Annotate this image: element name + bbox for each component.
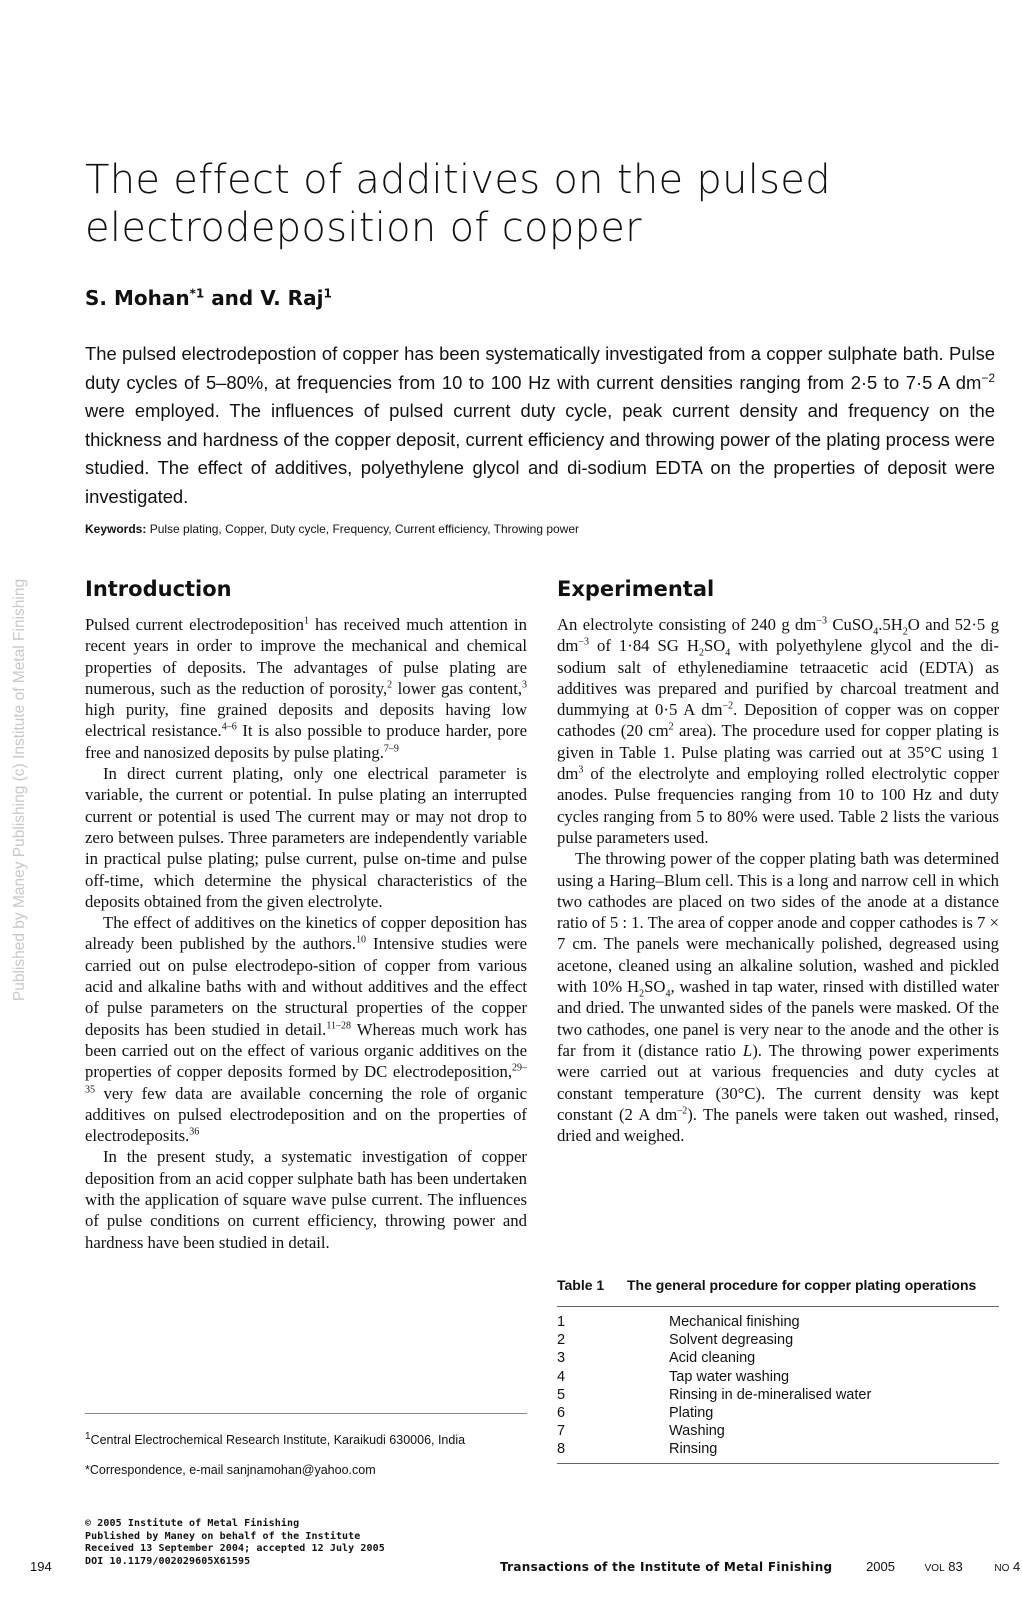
text-run: Intensive studies were carried out on pulse electrodepo-sition of copper from various acid and alkaline baths with and without additives and the effect of pulse parameters on the structural properties of the copper deposits has been studied in detail.	[85, 934, 527, 1039]
table-cell-operation: Plating	[669, 1405, 714, 1422]
text-run: Whereas much work has been carried out on the effect of various organic additives on the properties of copper deposits formed by DC electrodeposition,	[85, 1019, 527, 1082]
table-cell-operation: Mechanical finishing	[669, 1314, 800, 1330]
article-title: The effect of additives on the pulsed electrodeposition of copper	[85, 157, 831, 251]
text-run: of 1·84 SG H	[588, 636, 699, 656]
exponent: 2	[668, 721, 674, 733]
received-line: Received 13 September 2004; accepted 12 July 2005	[85, 1543, 385, 1555]
text-run: high purity, fine grained deposits and deposits having low electrical resistance.	[85, 700, 527, 741]
citation: 10	[355, 934, 366, 946]
subscript: 2	[902, 626, 908, 638]
footnote-divider	[85, 1413, 527, 1414]
author-and: and	[211, 286, 254, 310]
author-2: V. Raj	[260, 286, 324, 310]
subscript: 4	[873, 626, 879, 638]
intro-paragraph-4: In the present study, a systematic investigation of copper deposition from an acid copper sulphate bath has been undertaken with the application of square wave pulse current. The influences of pulse conditions on current efficiency, throwing power and hardness have been studied in detail.	[85, 1147, 527, 1252]
issue-label: NO	[994, 1563, 1010, 1574]
abstract-exponent: −2	[981, 370, 995, 385]
page-number: 194	[30, 1559, 52, 1574]
table-row	[557, 1404, 999, 1422]
watermark-text: Published by Maney Publishing (c) Institute of Metal Finishing	[11, 578, 28, 1002]
text-run: The effect of additives on the kinetics of copper deposition has already been published by the authors.	[85, 913, 527, 954]
table-cell-step: 4	[557, 1368, 566, 1385]
table-cell-step: 7	[557, 1423, 566, 1440]
left-column	[85, 574, 527, 1253]
citation: 7–9	[383, 743, 399, 755]
copyright-line: © 2005 Institute of Metal Finishing	[85, 1518, 300, 1529]
text-run: CuSO	[827, 615, 874, 634]
doi-line: DOI 10.1179/002029605X61595	[85, 1555, 251, 1567]
table-caption	[557, 1276, 999, 1294]
exp-paragraph-2	[557, 848, 999, 1146]
author-2-marks: 1	[323, 286, 332, 301]
exponent: −3	[578, 636, 589, 648]
author-1: S. Mohan	[85, 286, 190, 310]
intro-paragraph-1	[85, 614, 527, 763]
exp-paragraph-1	[557, 614, 999, 848]
citation: 1	[304, 615, 309, 627]
table-row	[557, 1349, 999, 1367]
introduction-heading: Introduction	[85, 577, 232, 601]
table-cell-step: 3	[557, 1350, 566, 1367]
subscript: 4	[725, 647, 731, 659]
text-run: . Deposition of copper was on copper cathodes (20 cm	[557, 700, 999, 741]
vertical-watermark	[0, 0, 40, 1600]
table-cell-operation: Rinsing in de-mineralised water	[669, 1386, 872, 1403]
keywords	[85, 522, 579, 536]
journal-name: Transactions of the Institute of Metal Finishing	[500, 1560, 833, 1574]
table-cell-step: 8	[557, 1441, 566, 1458]
citation: 29–35	[85, 1062, 527, 1095]
table-row	[557, 1422, 999, 1440]
table-cell-operation: Washing	[669, 1423, 725, 1440]
exponent: −2	[722, 700, 734, 712]
subscript: 2	[698, 647, 704, 659]
exponent: 3	[578, 764, 584, 776]
abstract-text-2: were employed. The influences of pulsed current duty cycle, peak current density and frequency on the thickness and hardness of the copper deposit, current efficiency and throwing power of the plating process were studied. The effect of additives, polyethylene glycol and di-sodium EDTA on the properties of deposit were investigated.	[85, 400, 995, 507]
text-run: It is also possible to produce harder, pore free and nanosized deposits by pulse plating.	[85, 721, 527, 762]
subscript: 4	[665, 988, 671, 1000]
abstract	[85, 340, 995, 512]
text-run: has received much attention in recent years in order to improve the mechanical and chemical properties of deposits. The advantages of pulse plating are numerous, such as the reduction of porosity,	[85, 615, 527, 698]
table-row	[557, 1313, 999, 1331]
text-run: .5H	[878, 615, 903, 634]
introduction-body	[85, 614, 527, 1253]
table-cell-operation: Rinsing	[669, 1441, 718, 1458]
table-row	[557, 1440, 999, 1458]
experimental-body	[557, 614, 999, 1146]
right-column	[557, 574, 999, 1146]
journal-footer	[500, 1559, 1020, 1574]
table-1	[557, 1276, 999, 1464]
volume-number: 83	[948, 1559, 963, 1574]
intro-paragraph-2: In direct current plating, only one electrical parameter is variable, the current or potential. In pulse plating an interrupted current or potential is used The current may or may not drop to zero between pulses. Three parameters are independently variable in practical pulse plating; pulse current, pulse on-time and pulse off-time, which determine the physical characteristics of the deposits obtained from the given electrolyte.	[85, 764, 527, 911]
text-run: An electrolyte consisting of 240 g dm	[557, 615, 817, 634]
table-row	[557, 1331, 999, 1349]
exponent: –2	[677, 1105, 688, 1117]
abstract-text-1: The pulsed electrodepostion of copper has been systematically investigated from a copper sulphate bath. Pulse duty cycles of 5–80%, at frequencies from 10 to 100 Hz with current densities ranging from 2·5 to 7·5 A dm	[85, 343, 995, 393]
italic-symbol: L	[742, 1040, 753, 1060]
citation: 4–6	[221, 721, 237, 733]
table-cell-operation: Tap water washing	[669, 1368, 790, 1385]
table-bottom-rule	[557, 1463, 999, 1464]
publication-info	[85, 1518, 385, 1568]
keywords-text: Pulse plating, Copper, Duty cycle, Frequency, Current efficiency, Throwing power	[149, 522, 580, 536]
text-run: of the electrolyte and employing rolled electrolytic copper anodes. Pulse frequencies ranging from 10 to 100 Hz and duty cycles ranging from 5 to 80% were used. Table 2 lists the various pulse parameters used.	[557, 764, 999, 847]
table-number: Table 1	[557, 1277, 605, 1293]
issue-number: 4	[1012, 1559, 1021, 1574]
table-body	[557, 1307, 999, 1463]
journal-year: 2005	[866, 1559, 895, 1574]
text-run: very few data are available concerning the role of organic additives on pulsed electrodeposition and on the properties of electrodeposits.	[85, 1083, 527, 1146]
footnote-correspondence: *Correspondence, e-mail sanjnamohan@yahoo.com	[85, 1463, 376, 1477]
table-cell-step: 5	[557, 1386, 566, 1403]
table-cell-step: 1	[557, 1314, 566, 1330]
text-run: ). The throwing power experiments were carried out at various frequencies and duty cycles at constant temperature (30°C). The current density was kept constant (2 A dm	[557, 1040, 999, 1124]
publisher-line: Published by Maney on behalf of the Institute	[85, 1530, 361, 1542]
experimental-heading: Experimental	[557, 577, 715, 601]
footnote-mark: 1	[85, 1430, 91, 1442]
author-1-marks: *1	[189, 286, 205, 301]
text-run: SO	[703, 636, 726, 656]
table-cell-step: 2	[557, 1332, 566, 1349]
exponent: −3	[816, 615, 828, 627]
footnote-text: Central Electrochemical Research Institute, Karaikudi 630006, India	[90, 1433, 466, 1447]
citation: 36	[189, 1126, 200, 1138]
table-cell-operation: Solvent degreasing	[669, 1332, 794, 1349]
text-run: lower gas content,	[392, 678, 522, 698]
table-row	[557, 1368, 999, 1386]
table-row	[557, 1386, 999, 1404]
volume-label: VOL	[924, 1563, 945, 1574]
text-run: area). The procedure used for copper plating is given in Table 1. Pulse plating was carried out at 35°C using 1 dm	[557, 721, 999, 784]
table-caption-text: The general procedure for copper plating operations	[627, 1277, 977, 1293]
citation: 11–28	[326, 1020, 351, 1032]
author-line	[85, 286, 332, 310]
footnote-affiliation	[85, 1430, 466, 1447]
text-run: SO	[644, 977, 666, 997]
text-run: The throwing power of the copper plating bath was determined using a Haring–Blum cell. This is a long and narrow cell in which two cathodes are placed on two sides of the anode at a distance ratio of 5 : 1. The area of copper anode and copper cathodes is 7 × 7 cm. The panels were mechanically polished, degreased using acetone, cleaned using an alkaline solution, washed and pickled with 10% H	[557, 849, 999, 997]
citation: 2	[387, 679, 393, 691]
intro-paragraph-3	[85, 912, 527, 1146]
text-run: ). The panels were taken out washed, rinsed, dried and weighed.	[557, 1104, 999, 1146]
text-run: Pulsed current electrodeposition	[85, 615, 304, 634]
subscript: 2	[639, 988, 645, 1000]
text-run: , washed in tap water, rinsed with distilled water and dried. The unwanted sides of the panels were masked. Of the two cathodes, one panel is very near to the anode and the other is far from it (distance ratio	[557, 977, 999, 1060]
table-cell-step: 6	[557, 1405, 566, 1422]
text-run: O and 52·5 g dm	[557, 615, 999, 656]
keywords-label: Keywords:	[85, 522, 147, 536]
citation: 3	[522, 679, 527, 691]
text-run: with polyethylene glycol and the di-sodium salt of ethylenediamine tetraacetic acid (EDTA) as additives was prepared and purified by charcoal treatment and dummying at 0·5 A dm	[557, 636, 1000, 720]
table-cell-operation: Acid cleaning	[669, 1350, 756, 1367]
